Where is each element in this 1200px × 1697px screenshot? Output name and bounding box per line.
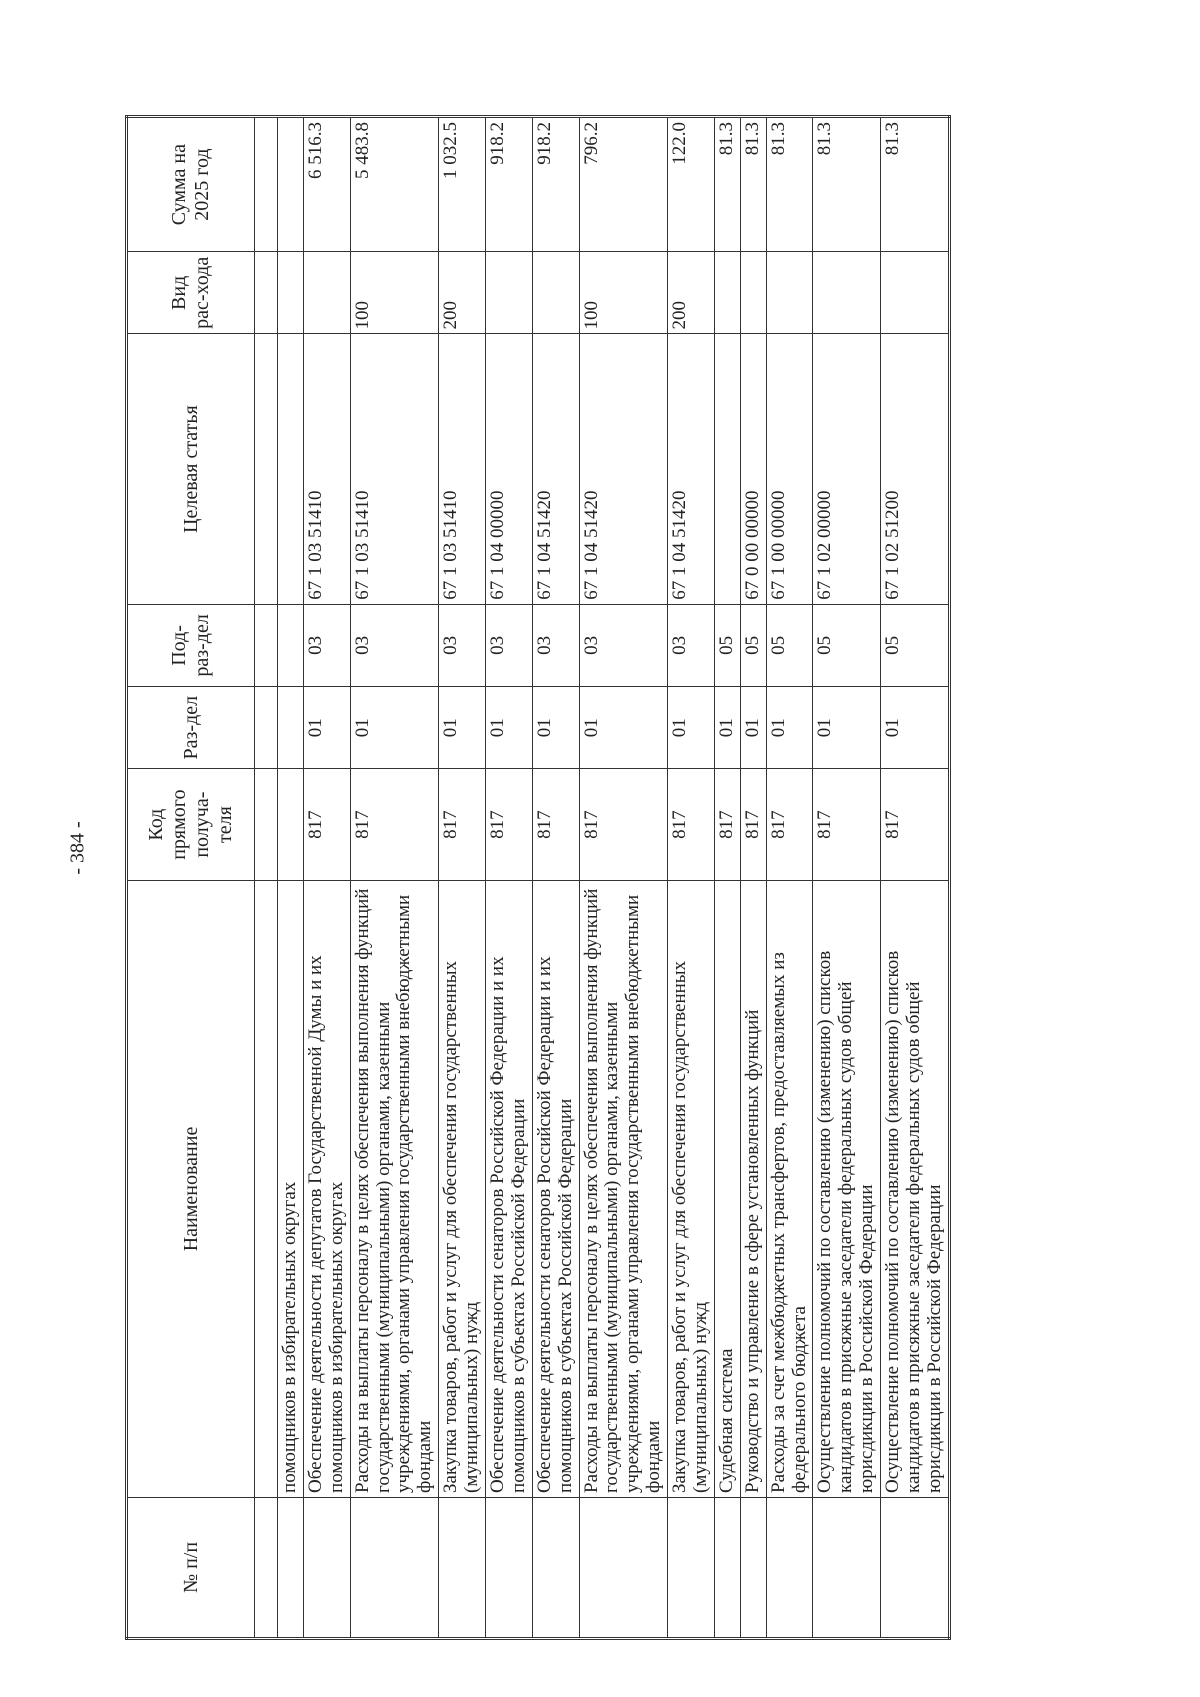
- header-section: Раз-дел: [127, 687, 255, 769]
- cell-expense-type: 200: [668, 252, 715, 334]
- cell-subsection: 03: [303, 604, 350, 686]
- cell-subsection: 03: [668, 604, 715, 686]
- cell-amount: 6 516.3: [303, 117, 350, 252]
- cell-section: 01: [439, 687, 486, 769]
- cell-amount: 5 483.8: [350, 117, 439, 252]
- cell-subsection: 05: [740, 604, 766, 686]
- cell-recipient: [278, 769, 304, 881]
- page-number: - 384 -: [66, 821, 89, 875]
- cell-name: Закупка товаров, работ и услуг для обеспечения государственных (муниципальных) нужд: [668, 880, 715, 1497]
- cell-target: 67 1 03 51410: [303, 334, 350, 604]
- table-row: [486, 117, 533, 1639]
- cell-name: Судебная система: [714, 880, 740, 1497]
- table-row: [740, 117, 766, 1639]
- header-recipient: Код прямого получа-теля: [127, 769, 255, 881]
- cell-subsection: 03: [579, 604, 668, 686]
- cell-num: [278, 1497, 304, 1638]
- cell-name: Расходы на выплаты персоналу в целях обеспечения выполнения функций государственными (муниципальными) органами, казенными учреждениями, органами управления государственными внебюджетными фондами: [350, 880, 439, 1497]
- cell-num: [532, 1497, 579, 1638]
- cell-target: 67 1 03 51410: [439, 334, 486, 604]
- table-body: [255, 117, 950, 1639]
- cell-subsection: 05: [813, 604, 881, 686]
- cell-expense-type: 100: [350, 252, 439, 334]
- header-amount: Сумма на 2025 год: [127, 117, 255, 252]
- cell-amount: 81.3: [766, 117, 813, 252]
- table-row: [303, 117, 350, 1639]
- cell-num: [579, 1497, 668, 1638]
- table-row: [439, 117, 486, 1639]
- table-row: [714, 117, 740, 1639]
- cell-subsection: 03: [439, 604, 486, 686]
- cell-amount: [278, 117, 304, 252]
- cell-name: Закупка товаров, работ и услуг для обеспечения государственных (муниципальных) нужд: [439, 880, 486, 1497]
- cell-name: Осуществление полномочий по составлению (изменению) списков кандидатов в присяжные заседатели федеральных судов общей юрисдикции в Российской Федерации: [881, 880, 950, 1497]
- cell-expense-type: [303, 252, 350, 334]
- cell-section: 01: [766, 687, 813, 769]
- header-expense-type: Вид рас-хода: [127, 252, 255, 334]
- cell-amount: 122.0: [668, 117, 715, 252]
- cell-target: 67 1 03 51410: [350, 334, 439, 604]
- cell-recipient: 817: [486, 769, 533, 881]
- cell-expense-type: [278, 252, 304, 334]
- cell-amount: 796.2: [579, 117, 668, 252]
- cell-section: 01: [532, 687, 579, 769]
- table-row-spacer: [255, 117, 278, 1639]
- cell-amount: 81.3: [714, 117, 740, 252]
- table-row: [278, 117, 304, 1639]
- table-row: [813, 117, 881, 1639]
- cell-expense-type: [714, 252, 740, 334]
- cell-amount: 918.2: [486, 117, 533, 252]
- cell-target: 67 1 04 51420: [668, 334, 715, 604]
- table-row: [668, 117, 715, 1639]
- cell-recipient: 817: [714, 769, 740, 881]
- cell-section: 01: [668, 687, 715, 769]
- cell-name: Обеспечение деятельности сенаторов Российской Федерации и их помощников в субъектах Российской Федерации: [486, 880, 533, 1497]
- cell-target: [714, 334, 740, 604]
- header-target: Целевая статья: [127, 334, 255, 604]
- cell-subsection: 03: [532, 604, 579, 686]
- header-name: Наименование: [127, 880, 255, 1497]
- table-row: [579, 117, 668, 1639]
- table-row: [532, 117, 579, 1639]
- cell-expense-type: [881, 252, 950, 334]
- cell-section: 01: [740, 687, 766, 769]
- cell-num: [813, 1497, 881, 1638]
- cell-recipient: 817: [303, 769, 350, 881]
- header-subsection: Под-раз-дел: [127, 604, 255, 686]
- cell-recipient: 817: [532, 769, 579, 881]
- cell-recipient: 817: [439, 769, 486, 881]
- table-row: [766, 117, 813, 1639]
- cell-recipient: 817: [579, 769, 668, 881]
- cell-name: помощников в избирательных округах: [278, 880, 304, 1497]
- cell-target: [278, 334, 304, 604]
- cell-section: 01: [350, 687, 439, 769]
- cell-recipient: 817: [766, 769, 813, 881]
- cell-subsection: 03: [350, 604, 439, 686]
- cell-target: 67 1 02 00000: [813, 334, 881, 604]
- rotated-table-container: [125, 115, 1155, 1640]
- cell-recipient: 817: [881, 769, 950, 881]
- cell-target: 67 1 04 00000: [486, 334, 533, 604]
- cell-section: 01: [303, 687, 350, 769]
- cell-recipient: 817: [668, 769, 715, 881]
- budget-table: [125, 115, 951, 1640]
- cell-num: [350, 1497, 439, 1638]
- cell-num: [303, 1497, 350, 1638]
- cell-expense-type: [766, 252, 813, 334]
- cell-section: 01: [579, 687, 668, 769]
- cell-name: Расходы за счет межбюджетных трансфертов, предоставляемых из федерального бюджета: [766, 880, 813, 1497]
- cell-name: Расходы на выплаты персоналу в целях обеспечения выполнения функций государственными (муниципальными) органами, казенными учреждениями, органами управления государственными внебюджетными фондами: [579, 880, 668, 1497]
- cell-num: [766, 1497, 813, 1638]
- cell-amount: 918.2: [532, 117, 579, 252]
- cell-amount: 81.3: [813, 117, 881, 252]
- cell-amount: 81.3: [740, 117, 766, 252]
- cell-expense-type: 100: [579, 252, 668, 334]
- cell-target: 67 0 00 00000: [740, 334, 766, 604]
- cell-expense-type: [813, 252, 881, 334]
- table-header-row: [127, 117, 255, 1639]
- cell-num: [881, 1497, 950, 1638]
- cell-subsection: 05: [766, 604, 813, 686]
- cell-expense-type: [740, 252, 766, 334]
- cell-num: [714, 1497, 740, 1638]
- cell-expense-type: 200: [439, 252, 486, 334]
- cell-section: 01: [486, 687, 533, 769]
- cell-target: 67 1 04 51420: [532, 334, 579, 604]
- cell-section: 01: [714, 687, 740, 769]
- cell-num: [740, 1497, 766, 1638]
- cell-subsection: 05: [881, 604, 950, 686]
- table-row: [350, 117, 439, 1639]
- cell-recipient: 817: [813, 769, 881, 881]
- cell-num: [668, 1497, 715, 1638]
- cell-expense-type: [532, 252, 579, 334]
- cell-name: Осуществление полномочий по составлению (изменению) списков кандидатов в присяжные заседатели федеральных судов общей юрисдикции в Российской Федерации: [813, 880, 881, 1497]
- cell-num: [439, 1497, 486, 1638]
- cell-recipient: 817: [350, 769, 439, 881]
- cell-amount: 1 032.5: [439, 117, 486, 252]
- cell-target: 67 1 02 51200: [881, 334, 950, 604]
- cell-expense-type: [486, 252, 533, 334]
- cell-amount: 81.3: [881, 117, 950, 252]
- cell-subsection: [278, 604, 304, 686]
- cell-subsection: 05: [714, 604, 740, 686]
- cell-name: Обеспечение деятельности сенаторов Российской Федерации и их помощников в субъектах Российской Федерации: [532, 880, 579, 1497]
- cell-section: [278, 687, 304, 769]
- cell-target: 67 1 00 00000: [766, 334, 813, 604]
- cell-num: [486, 1497, 533, 1638]
- header-num: № п/п: [127, 1497, 255, 1638]
- cell-name: Руководство и управление в сфере установленных функций: [740, 880, 766, 1497]
- cell-target: 67 1 04 51420: [579, 334, 668, 604]
- cell-recipient: 817: [740, 769, 766, 881]
- cell-name: Обеспечение деятельности депутатов Государственной Думы и их помощников в избирательных округах: [303, 880, 350, 1497]
- cell-section: 01: [813, 687, 881, 769]
- cell-subsection: 03: [486, 604, 533, 686]
- table-row: [881, 117, 950, 1639]
- cell-section: 01: [881, 687, 950, 769]
